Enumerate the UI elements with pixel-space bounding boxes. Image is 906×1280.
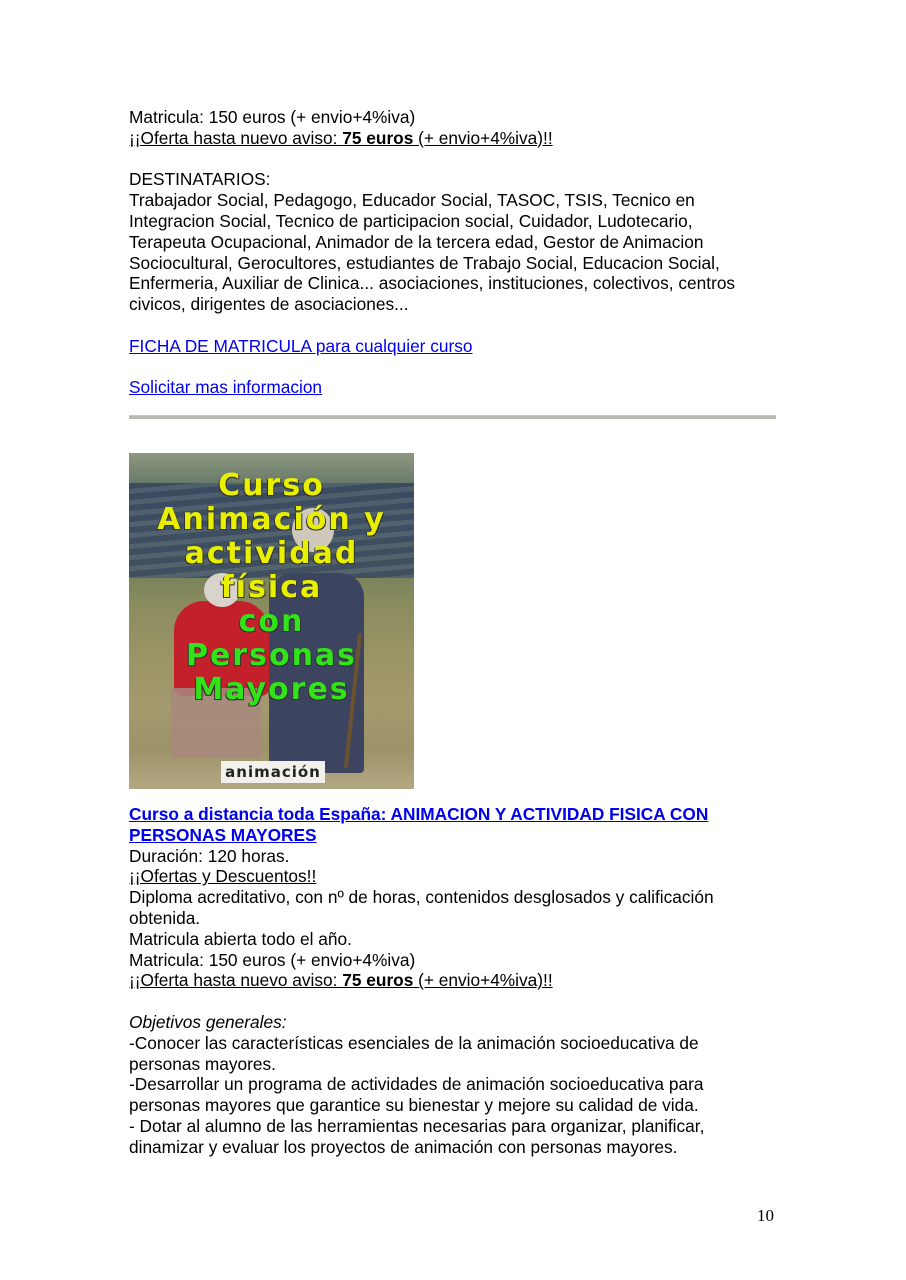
offers-discounts: ¡¡Ofertas y Descuentos!! [129,866,317,887]
course-title-link[interactable] [129,804,779,846]
ficha-matricula-link[interactable]: FICHA DE MATRICULA para cualquier curso [129,335,473,356]
course-title-line: Curso a distancia toda España: ANIMACION Y ACTIVIDAD FISICA CON [129,804,709,824]
objective-line: -Conocer las características esenciales de la animación socioeducativa de [129,1032,699,1053]
destinatarios-line: Terapeuta Ocupacional, Animador de la tercera edad, Gestor de Animacion [129,231,704,252]
offer-price: 75 euros [342,970,414,991]
objective-line: -Desarrollar un programa de actividades de animación socioeducativa para [129,1074,704,1095]
destinatarios-line: civicos, dirigentes de asociaciones... [129,294,409,315]
page-number: 10 [757,1206,774,1225]
cover-brand-logo: animación [221,761,325,783]
offer-suffix: (+ envio+4%iva)!! [413,970,553,991]
spacer [129,991,779,1012]
cover-title [129,469,414,707]
spacer [129,149,779,170]
destinatarios-line: Integracion Social, Tecnico de participacion social, Cuidador, Ludotecario, [129,210,693,231]
enrollment-open: Matricula abierta todo el año. [129,928,352,949]
offer-price: 75 euros [342,127,414,148]
spacer [129,357,779,378]
destinatarios-line: Enfermeria, Auxiliar de Clinica... asociaciones, instituciones, colectivos, centros [129,273,736,294]
destinatarios-line: Sociocultural, Gerocultores, estudiantes de Trabajo Social, Educacion Social, [129,252,720,273]
diploma-text: obtenida. [129,907,201,928]
objective-line: - Dotar al alumno de las herramientas necesarias para organizar, planificar, [129,1115,705,1136]
cover-title-line: con [238,604,305,639]
offer-prefix: ¡¡Oferta hasta nuevo aviso: [129,970,343,991]
offer-text [129,128,779,149]
destinatarios-line: Trabajador Social, Pedagogo, Educador Social, TASOC, TSIS, Tecnico en [129,190,695,211]
objective-line: personas mayores. [129,1053,276,1074]
offer-text [129,970,779,991]
cover-title-line: Animación y [157,502,386,537]
course-duration: Duración: 120 horas. [129,845,290,866]
course-section [129,804,779,1158]
matricula-price: Matricula: 150 euros (+ envio+4%iva) [129,107,416,127]
solicitar-informacion-link[interactable]: Solicitar mas informacion [129,377,323,398]
destinatarios-label: DESTINATARIOS: [129,169,271,190]
objective-line: dinamizar y evaluar los proyectos de animación con personas mayores. [129,1136,678,1157]
course-title-line: PERSONAS MAYORES [129,824,317,845]
spacer [129,315,779,336]
course-cover-image [129,453,414,789]
diploma-text: Diploma acreditativo, con nº de horas, contenidos desglosados y calificación [129,887,714,908]
cover-title-line: actividad física [184,536,359,605]
objective-line: personas mayores que garantice su bienestar y mejore su calidad de vida. [129,1095,699,1116]
cover-title-line: Curso [218,468,325,503]
offer-suffix: (+ envio+4%iva)!! [413,127,553,148]
previous-course-section [129,107,779,419]
objectives-label: Objetivos generales: [129,1011,287,1032]
matricula-price: Matricula: 150 euros (+ envio+4%iva) [129,949,416,970]
horizontal-rule [129,415,776,419]
cover-title-line: Personas [185,638,358,673]
offer-prefix: ¡¡Oferta hasta nuevo aviso: [129,127,343,148]
cover-title-line: Mayores [193,672,350,707]
